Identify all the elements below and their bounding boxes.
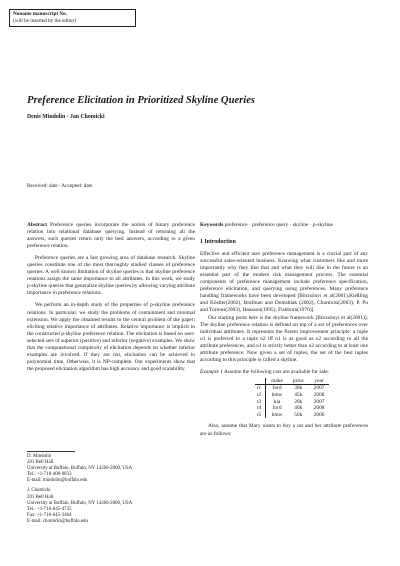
example-1 bbox=[200, 369, 368, 376]
table-header-cell bbox=[255, 378, 266, 385]
cars-table-wrap bbox=[255, 378, 368, 419]
abstract-paragraph-1 bbox=[27, 222, 195, 250]
manuscript-number-note: (will be inserted by the editor) bbox=[13, 17, 76, 24]
affil-2-tel: Tel.: +1-716-645-4735 bbox=[27, 506, 72, 512]
author-affiliations bbox=[27, 451, 195, 525]
table-cell: ford bbox=[272, 385, 282, 392]
table-cell: 40k bbox=[294, 405, 303, 412]
table-row bbox=[255, 412, 329, 419]
footnote-rule bbox=[27, 451, 75, 452]
table-header-row bbox=[255, 378, 329, 385]
intro-paragraph-3: Also, assume that Mary wants to buy a car and her attribute preferences are as follows: bbox=[200, 423, 368, 437]
affil-2-address-2: University at Buffalo, Buffalo, NY 14260-2000, USA bbox=[27, 500, 133, 506]
affil-1-name: D. Mindolin bbox=[27, 454, 52, 459]
introduction-column bbox=[200, 222, 368, 438]
table-cell: 20k bbox=[294, 398, 303, 405]
table-cell: t4 bbox=[255, 405, 266, 412]
table-cell: 2008 bbox=[313, 392, 325, 399]
table-cell: 2007 bbox=[313, 385, 325, 392]
manuscript-number-box bbox=[9, 9, 136, 27]
intro-paragraph-1: Effective and efficient user preference management is a crucial part of any successful sales-oriented business. Knowing what customers like and more importantly why they like that and what they will like in the future is an essential part of the modern risk management process. The essential components of preference management include preference specification, preference elicitation, and querying using preferences. Many preference handling frameworks have been developed [Börzsönyi et al(2001),Kießling and Köstler(2002), Brafman and Domshlak (2002), Chomicki(2003), P. Pu and Torrens(2003), Hansson(1995), Fishburn(1970)]. bbox=[200, 251, 368, 314]
keywords bbox=[200, 222, 368, 229]
example-label: Example 1 bbox=[200, 368, 223, 375]
table-cell: 2008 bbox=[313, 405, 325, 412]
table-cell: ford bbox=[272, 405, 282, 412]
table-header-cell: make bbox=[266, 378, 288, 385]
abstract-text-1: Preference queries incorporate the notion of binary preference relation into relational database querying. Instead of returning all the answers, such queries return only the best answers, according to a given preference relation. bbox=[27, 222, 195, 250]
received-date: Received: date / Accepted: date bbox=[27, 183, 93, 189]
table-cell: 30k bbox=[294, 385, 303, 392]
keywords-text: preference · preference query · skyline · p-skyline bbox=[224, 222, 333, 228]
abstract-label: Abstract bbox=[27, 222, 48, 228]
affil-1-address-1: 201 Bell Hall bbox=[27, 460, 54, 466]
affil-1-address-2: University at Buffalo, Buffalo, NY 14260-2000, USA bbox=[27, 466, 133, 472]
affil-2-fax: Fax: +1-716-645-3464 bbox=[27, 512, 72, 518]
table-cell: 45k bbox=[294, 392, 303, 399]
affil-1-email[interactable]: E-mail: mindolin@buffalo.edu bbox=[27, 478, 88, 484]
cars-table bbox=[255, 378, 329, 419]
example-text: Assume the following cars are available for sale. bbox=[223, 368, 330, 375]
table-row bbox=[255, 399, 329, 406]
paper-authors: Denis Mindolin · Jan Chomicki bbox=[27, 114, 105, 120]
affil-1-tel: Tel.: +1-718-408-0833 bbox=[27, 472, 72, 478]
intro-paragraph-2: Our starting point here is the skyline framework [Börzsönyi et al(2001)]. The skyline preference relation is defined on top of a set of preferences over individual attributes. It represents the Pareto improvement principle: a tuple o1 is preferred to a tuple o2 iff o1 is as good as o2 according to all the attribute preferences, and o1 is strictly better than o2 according to at least one attribute preference. Now given a set of tuples, the set of the best tuples according to this principle is called a skyline. bbox=[200, 314, 368, 363]
table-cell: t2 bbox=[255, 392, 266, 399]
table-cell: t3 bbox=[255, 399, 266, 406]
introduction-heading: 1 Introduction bbox=[200, 239, 236, 246]
abstract-paragraph-3: We perform an in-depth study of the properties of p-skyline preference relations. In particular, we study the problems of containment and minimal extension. We apply the obtained results to the central problem of the paper: eliciting relative importance of attributes. Relative importance is implicit in the constructed p-skyline preference relation. The elicitation is based on user-selected sets of superior (positive) and inferior (negative) examples. We show that the computational complexity of elicitation depends on whether inferior examples are involved. If they are not, elicitation can be achieved in polynomial time. Otherwise, it is NP-complete. Our experiments show that the proposed elicitation algorithm has high accuracy and good scalability. bbox=[27, 302, 195, 372]
table-cell: kia bbox=[273, 398, 281, 405]
paper-title: Preference Elicitation in Prioritized Skyline Queries bbox=[27, 95, 256, 106]
affil-2-name: J. Chomicki bbox=[27, 488, 51, 494]
table-cell: t5 bbox=[255, 412, 266, 419]
table-cell: t1 bbox=[255, 385, 266, 392]
abstract-section bbox=[27, 222, 195, 373]
table-header-cell: price bbox=[288, 378, 309, 385]
affil-2-email[interactable]: E-mail: chomicki@buffalo.edu bbox=[27, 518, 88, 524]
keywords-label: Keywords bbox=[200, 222, 224, 228]
table-header-cell: year bbox=[309, 378, 330, 385]
table-cell: bmw bbox=[271, 411, 283, 418]
abstract-paragraph-2: Preference queries are a fast growing area of database research. Skyline queries constitute one of the most thoroughly studied classes of preference queries. A well known limitation of skyline queries is that skyline preference relations assign the same importance to all attributes. In this work, we study p-skyline queries that generalize skyline queries by allowing varying attribute importance in preference relations. bbox=[27, 255, 195, 297]
table-cell: bmw bbox=[271, 392, 283, 399]
table-row bbox=[255, 385, 329, 392]
table-row bbox=[255, 405, 329, 412]
table-row bbox=[255, 392, 329, 399]
table-cell: 50k bbox=[294, 411, 303, 418]
affil-2-address-1: 201 Bell Hall bbox=[27, 494, 54, 500]
table-cell: 2006 bbox=[313, 411, 325, 418]
manuscript-number-label: Noname manuscript No. bbox=[13, 11, 68, 17]
table-cell: 2007 bbox=[313, 398, 325, 405]
